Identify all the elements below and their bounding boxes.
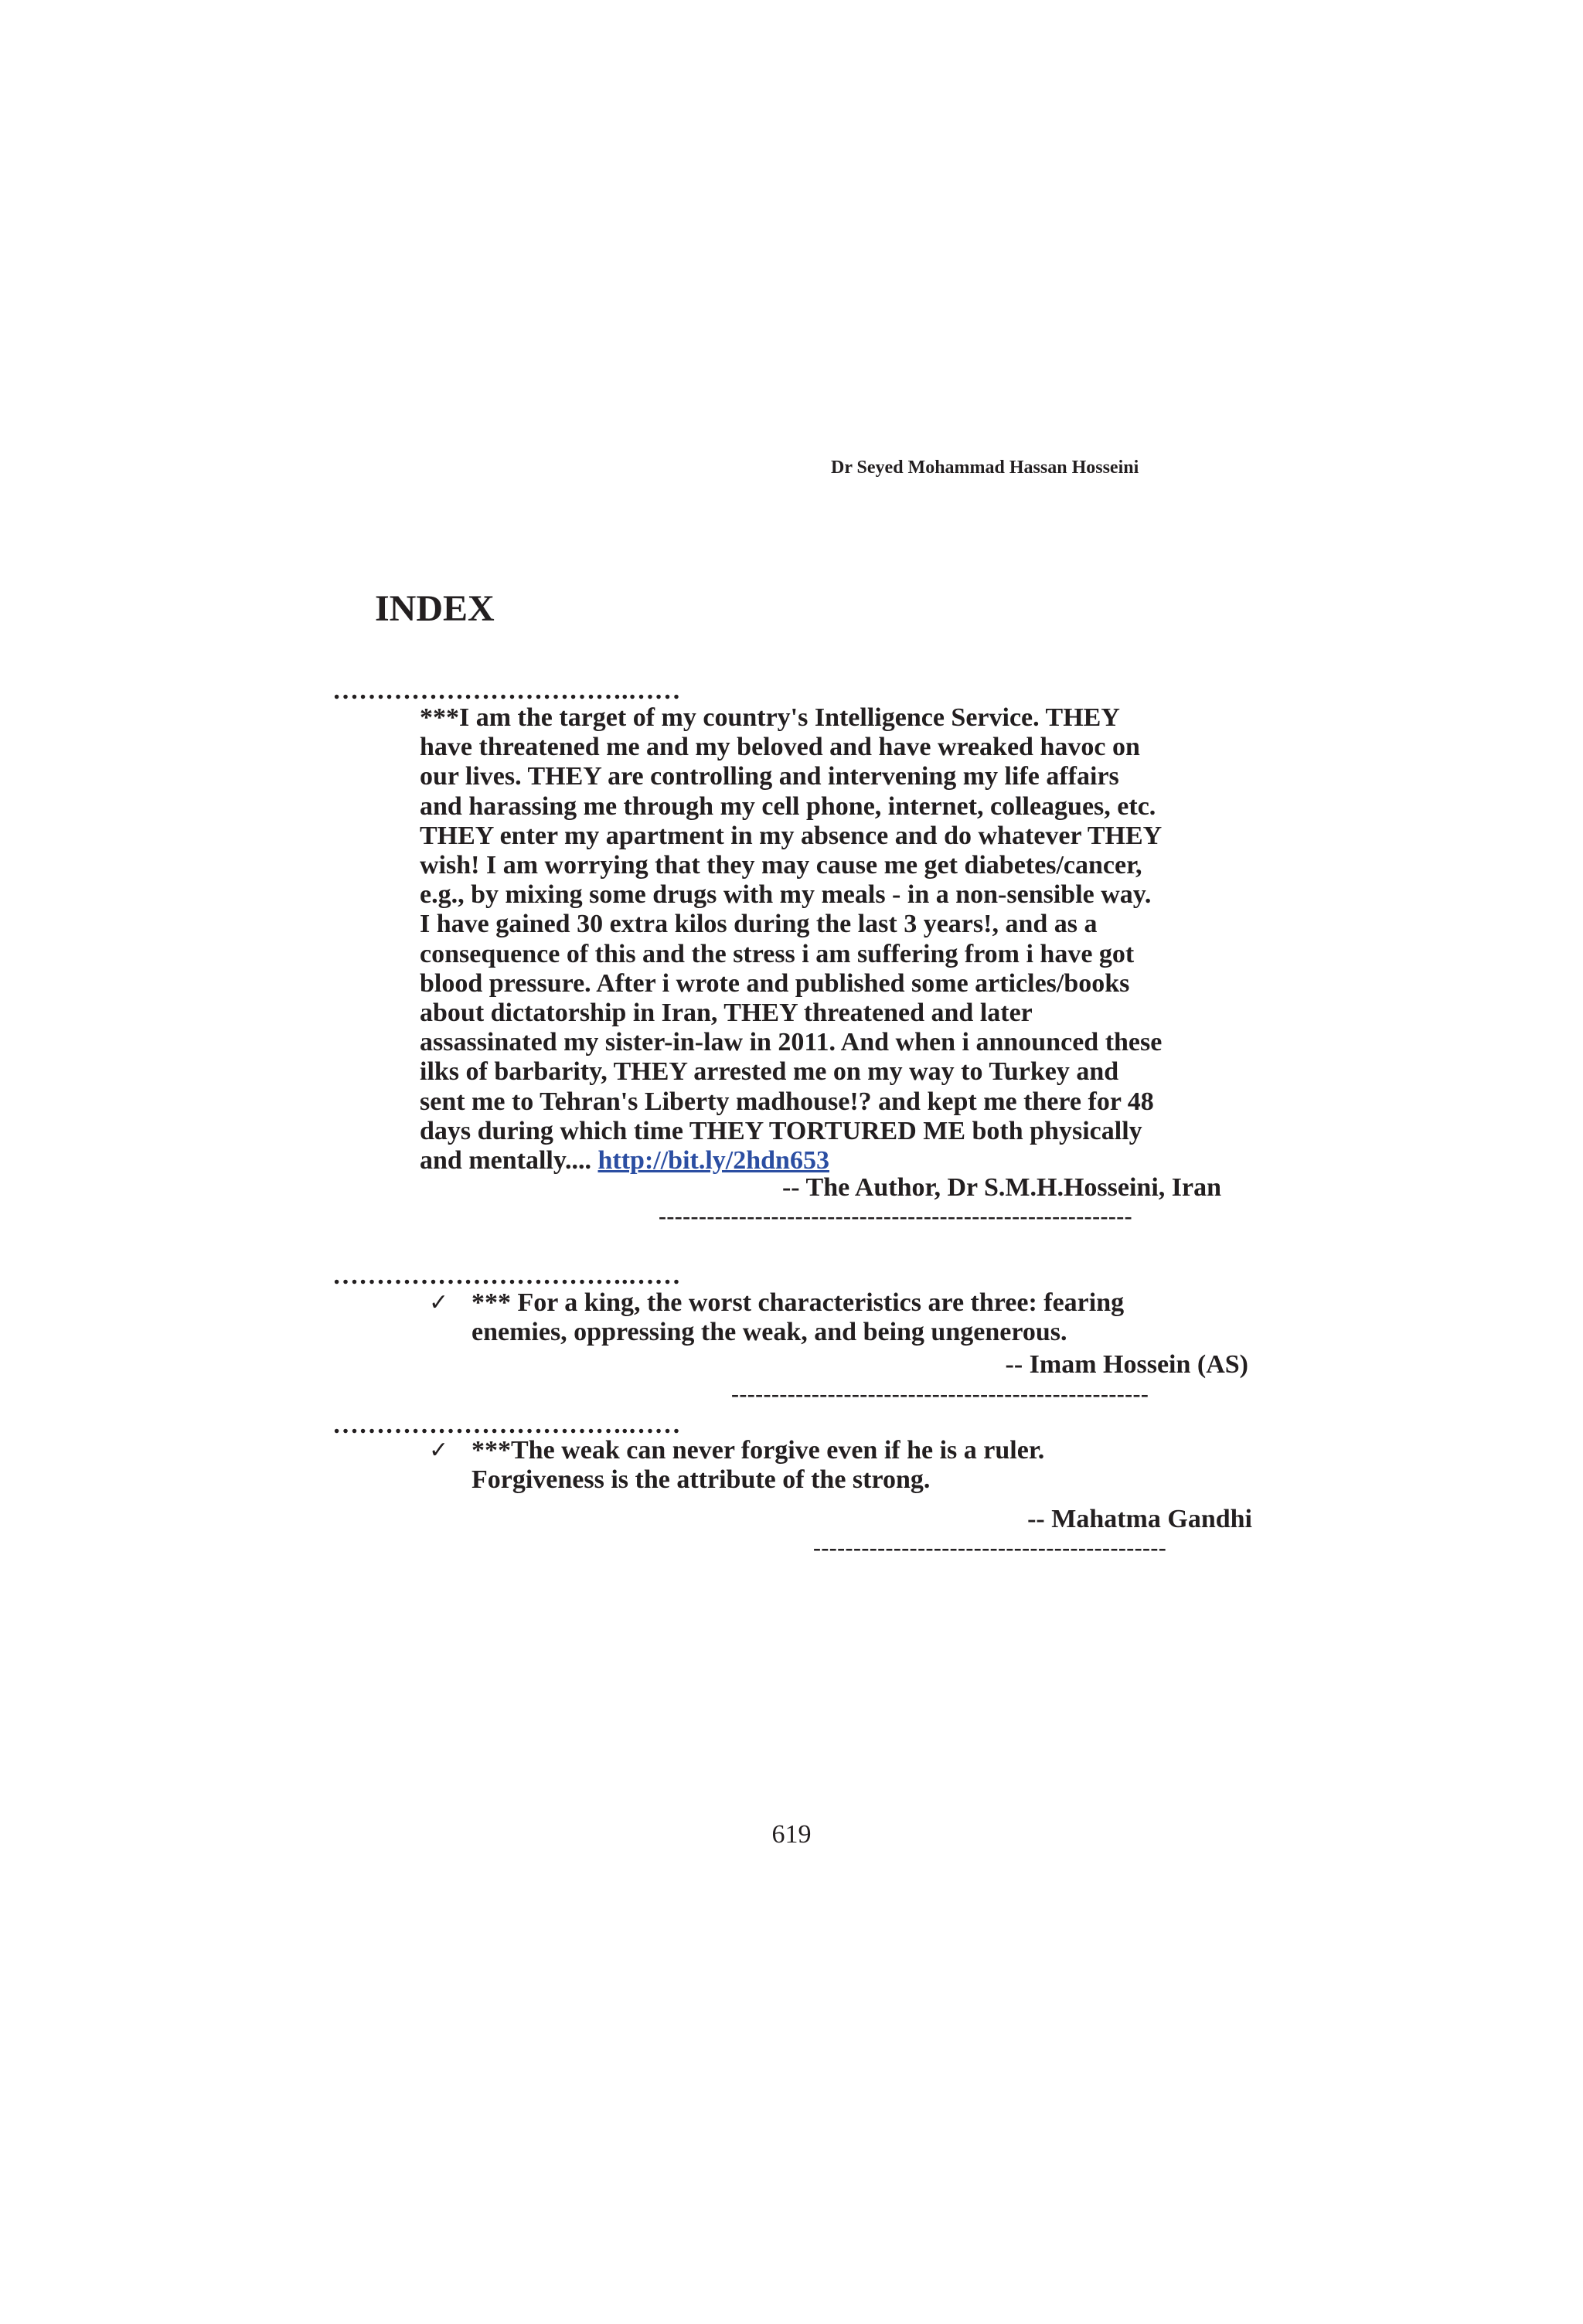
paragraph-line: and harassing me through my cell phone, internet, colleagues, etc. <box>420 791 1156 821</box>
paragraph-line: sent me to Tehran's Liberty madhouse!? and kept me there for 48 <box>420 1087 1154 1116</box>
imam-hossein-quote <box>471 1288 1124 1347</box>
gandhi-attribution: -- Mahatma Gandhi <box>1027 1505 1252 1533</box>
dashed-rule: ---------------------------------------------------- <box>731 1381 1149 1407</box>
dashed-rule: ----------------------------------------------------------- <box>659 1203 1133 1229</box>
paragraph-line: ***I am the target of my country's Intelligence Service. THEY <box>420 703 1120 732</box>
dotted-separator: …………………………….…… <box>332 676 681 705</box>
paragraph-line: I have gained 30 extra kilos during the last 3 years!, and as a <box>420 910 1098 939</box>
paragraph-line: wish! I am worrying that they may cause me get diabetes/cancer, <box>420 851 1142 880</box>
quote-line: enemies, oppressing the weak, and being ungenerous. <box>471 1318 1067 1347</box>
paragraph-line: consequence of this and the stress i am suffering from i have got <box>420 939 1135 968</box>
author-attribution: -- The Author, Dr S.M.H.Hosseini, Iran <box>781 1173 1221 1202</box>
paragraph-line: our lives. THEY are controlling and intervening my life affairs <box>420 762 1119 791</box>
quote-line: ***The weak can never forgive even if he is a ruler. <box>471 1436 1045 1465</box>
quote-line: Forgiveness is the attribute of the strong. <box>471 1465 931 1495</box>
checkmark-icon: ✓ <box>429 1289 449 1316</box>
gandhi-quote <box>471 1436 1044 1495</box>
index-title: INDEX <box>375 588 495 629</box>
paragraph-line: about dictatorship in Iran, THEY threatened and later <box>420 999 1033 1028</box>
paragraph-line: assassinated my sister-in-law in 2011. And when i announced these <box>420 1028 1163 1057</box>
quote-line: *** For a king, the worst characteristics are three: fearing <box>471 1288 1125 1317</box>
dotted-separator: …………………………….…… <box>332 1261 681 1290</box>
imam-hossein-attribution: -- Imam Hossein (AS) <box>1005 1350 1248 1379</box>
checkmark-icon: ✓ <box>429 1437 449 1464</box>
paragraph-line: days during which time THEY TORTURED ME both physically <box>420 1116 1142 1145</box>
paragraph-line: ilks of barbarity, THEY arrested me on my way to Turkey and <box>420 1057 1119 1087</box>
dotted-separator: …………………………….…… <box>332 1410 681 1439</box>
paragraph-last-line <box>420 1146 1162 1176</box>
page-number: 619 <box>771 1820 812 1849</box>
dashed-rule: -------------------------------------------- <box>813 1535 1167 1560</box>
author-statement-paragraph <box>420 703 1162 1176</box>
paragraph-line: e.g., by mixing some drugs with my meals - in a non-sensible way. <box>420 880 1152 910</box>
paragraph-line: THEY enter my apartment in my absence and do whatever THEY <box>420 821 1163 850</box>
running-header-author: Dr Seyed Mohammad Hassan Hosseini <box>831 458 1139 478</box>
paragraph-last-line-text: and mentally.... <box>420 1146 598 1176</box>
bitly-link[interactable]: http://bit.ly/2hdn653 <box>597 1146 829 1176</box>
paragraph-line: blood pressure. After i wrote and published some articles/books <box>420 968 1130 998</box>
paragraph-line: have threatened me and my beloved and have wreaked havoc on <box>420 733 1140 762</box>
